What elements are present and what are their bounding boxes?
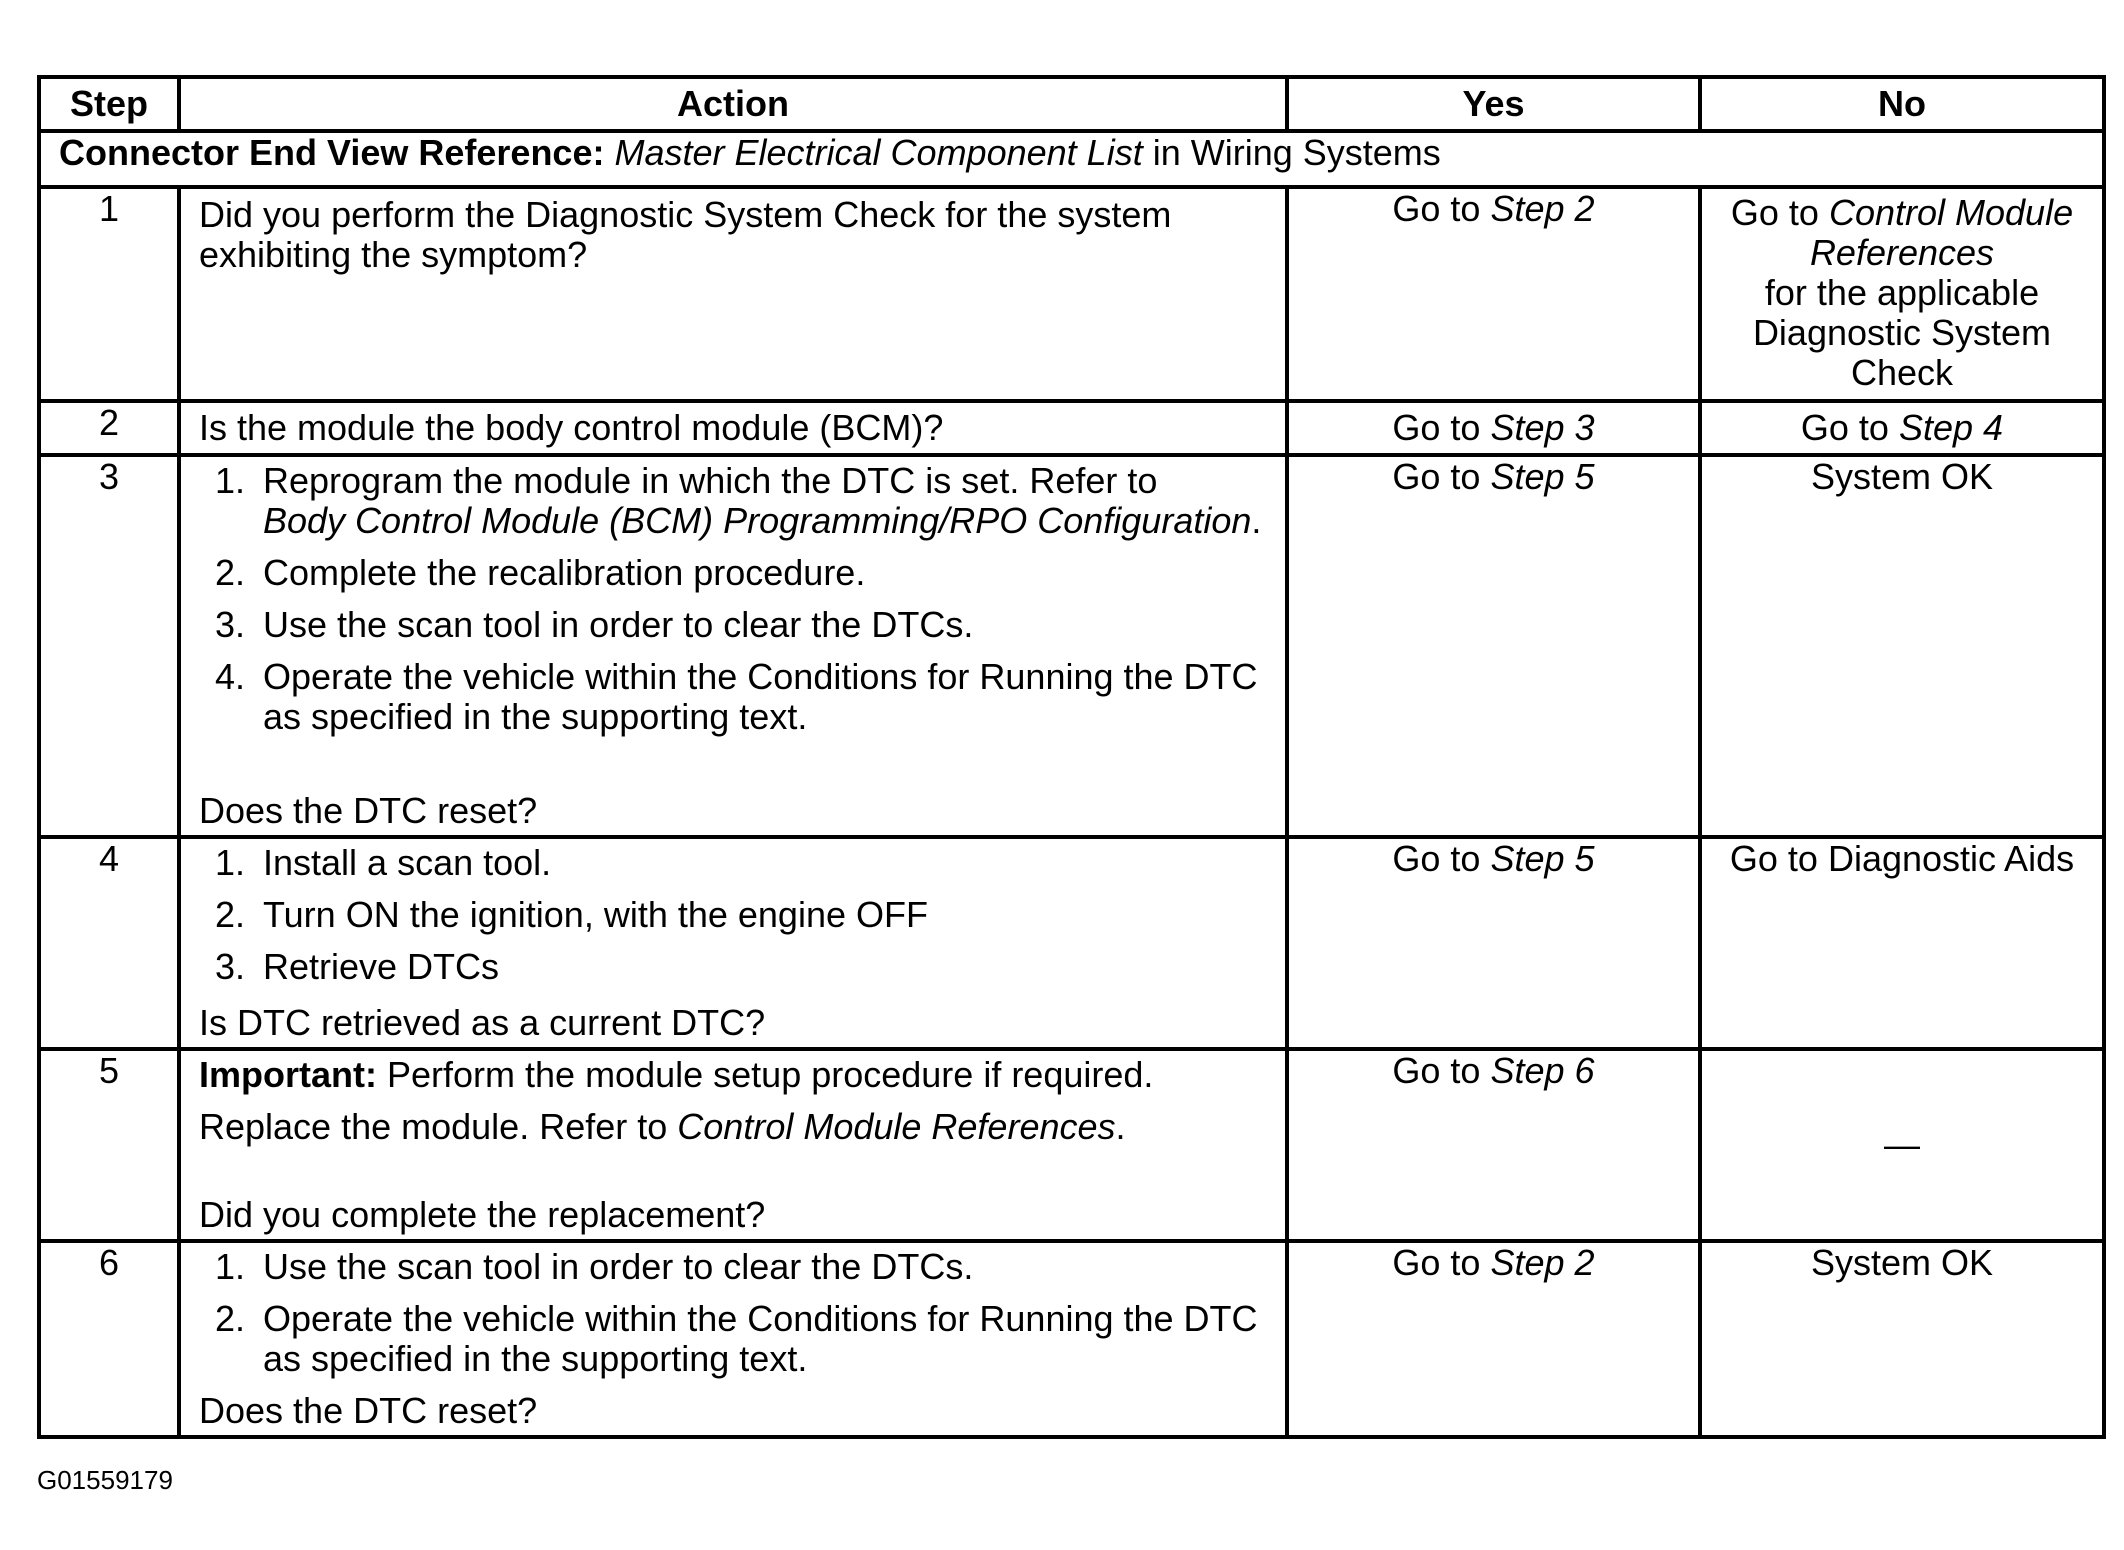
yes-prefix: Go to xyxy=(1392,407,1481,448)
yes-prefix: Go to xyxy=(1392,1242,1481,1283)
diagnostic-table xyxy=(37,75,2106,1439)
yes-cell xyxy=(1287,401,1700,455)
yes-prefix: Go to xyxy=(1392,1050,1481,1091)
step-number: 3 xyxy=(39,455,179,837)
procedure-list xyxy=(199,1247,1267,1391)
table-row xyxy=(39,1049,2104,1241)
step-number: 5 xyxy=(39,1049,179,1241)
yes-cell xyxy=(1287,837,1700,1049)
list-item: 1. Install a scan tool. xyxy=(214,842,552,883)
no-result: System OK xyxy=(1810,456,1994,497)
action-question: Did you complete the replacement? xyxy=(199,1194,766,1235)
yes-step-link[interactable]: Step 2 xyxy=(1490,1242,1595,1283)
reference-label: Connector End View Reference: xyxy=(59,132,605,173)
list-item: 2. Complete the recalibration procedure. xyxy=(214,552,866,593)
list-item: 4. Operate the vehicle within the Conditions for Running the DTC as specified in the supporting text. xyxy=(214,656,1258,737)
table-row xyxy=(39,401,2104,455)
connector-reference xyxy=(39,131,2104,187)
diagnostic-sheet xyxy=(37,75,2102,1439)
list-item: 1. Use the scan tool in order to clear the DTCs. xyxy=(214,1246,974,1287)
figure-id: G01559179 xyxy=(37,1465,173,1495)
yes-cell xyxy=(1287,1049,1700,1241)
list-item: 1. Reprogram the module in which the DTC is set. Refer to Body Control Module (BCM) Programming/RPO Configuration. xyxy=(214,460,1262,541)
no-cell xyxy=(1700,837,2104,1049)
yes-step-link[interactable]: Step 6 xyxy=(1490,1050,1595,1091)
no-cell xyxy=(1700,455,2104,837)
header-row xyxy=(39,77,2104,131)
yes-prefix: Go to xyxy=(1392,838,1481,879)
bcm-programming-link[interactable]: Body Control Module (BCM) Programming/RPO Configuration xyxy=(263,500,1252,541)
yes-cell xyxy=(1287,1241,1700,1437)
yes-step-link[interactable]: Step 5 xyxy=(1490,456,1595,497)
list-item: 2. Operate the vehicle within the Conditions for Running the DTC as specified in the supporting text. xyxy=(214,1298,1258,1379)
no-prefix: Go to xyxy=(1730,192,1819,233)
table-row xyxy=(39,187,2104,401)
no-result: System OK xyxy=(1810,1242,1994,1283)
list-item: 3. Use the scan tool in order to clear the DTCs. xyxy=(214,604,974,645)
control-module-references-link[interactable]: Control Module References xyxy=(677,1106,1116,1147)
yes-cell xyxy=(1287,187,1700,401)
yes-prefix: Go to xyxy=(1392,456,1481,497)
no-cell xyxy=(1700,1049,2104,1241)
action-cell xyxy=(179,401,1287,455)
reference-suffix: in Wiring Systems xyxy=(1152,132,1441,173)
reference-link[interactable]: Master Electrical Component List xyxy=(614,132,1143,173)
action-cell xyxy=(179,837,1287,1049)
table-row xyxy=(39,837,2104,1049)
no-cell xyxy=(1700,1241,2104,1437)
yes-prefix: Go to xyxy=(1392,188,1481,229)
action-question: Is DTC retrieved as a current DTC? xyxy=(199,1002,766,1043)
procedure-list xyxy=(199,843,1267,999)
header-step: Step xyxy=(39,77,179,131)
no-prefix: Go to xyxy=(1800,407,1889,448)
yes-step-link[interactable]: Step 2 xyxy=(1490,188,1595,229)
list-item: 3. Retrieve DTCs xyxy=(214,946,500,987)
step-number: 1 xyxy=(39,187,179,401)
action-cell xyxy=(179,187,1287,401)
table-row xyxy=(39,455,2104,837)
step-number: 6 xyxy=(39,1241,179,1437)
no-cell xyxy=(1700,187,2104,401)
important-note: Important: Perform the module setup procedure if required. xyxy=(199,1054,1154,1095)
header-action: Action xyxy=(179,77,1287,131)
list-item: 2. Turn ON the ignition, with the engine OFF xyxy=(214,894,928,935)
no-reference-link[interactable]: Control Module References xyxy=(1809,192,2074,273)
reference-row xyxy=(39,131,2104,187)
step-number: 4 xyxy=(39,837,179,1049)
procedure-list xyxy=(199,461,1267,749)
action-cell xyxy=(179,1049,1287,1241)
header-no: No xyxy=(1700,77,2104,131)
action-cell xyxy=(179,1241,1287,1437)
yes-step-link[interactable]: Step 5 xyxy=(1490,838,1595,879)
important-label: Important: xyxy=(199,1054,377,1095)
action-cell xyxy=(179,455,1287,837)
yes-cell xyxy=(1287,455,1700,837)
no-dash: — xyxy=(1884,1124,1920,1165)
action-question: Does the DTC reset? xyxy=(199,1390,538,1431)
replace-instruction: Replace the module. Refer to Control Module References. xyxy=(199,1106,1126,1147)
step-number: 2 xyxy=(39,401,179,455)
no-diagnostic-aids-link[interactable]: Go to Diagnostic Aids xyxy=(1729,838,2075,879)
yes-step-link[interactable]: Step 3 xyxy=(1490,407,1595,448)
no-step-link[interactable]: Step 4 xyxy=(1898,407,2004,448)
table-row xyxy=(39,1241,2104,1437)
no-suffix: for the applicable Diagnostic System Check xyxy=(1752,272,2052,393)
action-question: Is the module the body control module (BCM)? xyxy=(199,407,944,448)
no-cell xyxy=(1700,401,2104,455)
header-yes: Yes xyxy=(1287,77,1700,131)
action-question: Does the DTC reset? xyxy=(199,790,538,831)
action-question: Did you perform the Diagnostic System Check for the system exhibiting the symptom? xyxy=(199,194,1172,275)
